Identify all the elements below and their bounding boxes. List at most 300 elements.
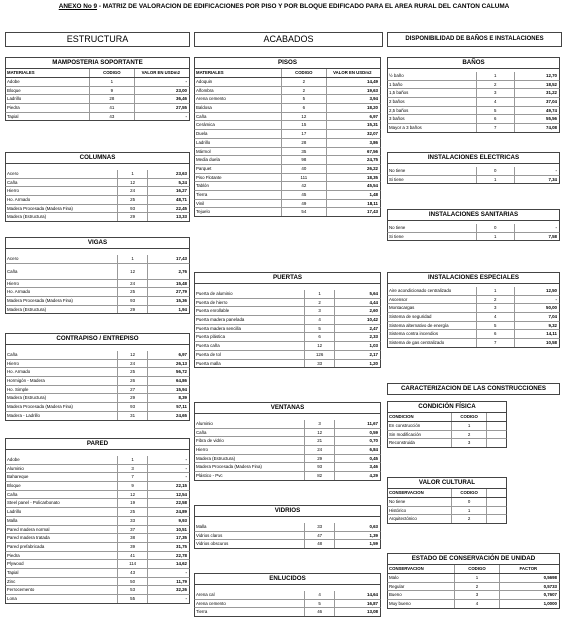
material-cell: Sin modificación (388, 431, 452, 439)
material-cell: Si tiene (388, 233, 477, 241)
material-cell: Piedra (6, 104, 90, 112)
table-row (5, 360, 190, 369)
material-cell: En construcción (388, 422, 452, 430)
code-cell: 5 (477, 107, 515, 115)
table-row (5, 196, 190, 205)
value-cell: 3,46 (369, 464, 378, 470)
value-cell: 18,20 (367, 105, 378, 111)
section-pared (5, 438, 190, 604)
code-cell: 50 (118, 578, 149, 586)
table-row (5, 394, 190, 403)
code-cell: 9 (118, 482, 149, 490)
table-row (5, 377, 190, 386)
code-cell: 40 (282, 165, 327, 173)
enlucidos-title: ENLUCIDOS (194, 573, 381, 585)
value-cell: 22,45 (176, 205, 187, 211)
code-cell: 24 (118, 360, 149, 368)
table-row (387, 287, 560, 296)
code-cell: 29 (305, 455, 336, 463)
pisos-header-cell: MATERIALES (195, 69, 282, 77)
material-cell: No tiene (388, 498, 452, 506)
material-cell: Madera (Estructura) (6, 213, 118, 221)
table-row (387, 176, 560, 185)
section-condicion-fisica (387, 401, 507, 448)
table-row (387, 224, 560, 233)
code-cell: 25 (118, 196, 149, 204)
material-cell: Caña (6, 179, 118, 187)
code-cell: 12 (118, 179, 149, 187)
table-row (194, 148, 381, 157)
value-cell: 7,34 (548, 176, 557, 182)
column-header-disponibilidad: DISPONIBILIDAD DE BAÑOS E INSTALACIONES (387, 32, 562, 47)
value-cell: 31,22 (546, 90, 557, 96)
table-row (387, 233, 560, 242)
value-cell: 45,54 (367, 183, 378, 189)
value-cell (487, 507, 506, 515)
code-cell: 4 (455, 600, 499, 608)
code-cell: 114 (118, 560, 149, 568)
table-row (5, 255, 190, 264)
material-cell: Muy bueno (388, 600, 455, 608)
value-cell: 8,39 (178, 395, 187, 401)
code-cell: 43 (118, 569, 149, 577)
material-cell: Tapial (6, 569, 118, 577)
code-cell: 1 (90, 78, 135, 86)
value-cell: 5,24 (178, 179, 187, 185)
section-electricas (387, 152, 560, 184)
code-cell: 0 (452, 498, 487, 506)
table-row (387, 167, 560, 176)
table-row (194, 351, 381, 360)
material-cell: Piedra (6, 552, 118, 560)
code-cell: 12 (118, 491, 149, 499)
material-cell: 2,5 baños (388, 107, 477, 115)
code-cell: 41 (118, 552, 149, 560)
value-cell: 16,27 (176, 188, 187, 194)
table-row (5, 87, 190, 96)
value-cell: 17,43 (176, 256, 187, 261)
material-cell: Pared madera tratada (6, 534, 118, 542)
value-cell: 1,03 (369, 343, 378, 349)
code-cell: 4 (477, 313, 515, 321)
code-cell: 6 (477, 115, 515, 123)
section-pisos (194, 57, 381, 217)
value-cell: 15,36 (176, 298, 187, 304)
fisica-header-cell: CONDICION (388, 413, 452, 421)
code-cell: 37 (118, 526, 149, 534)
value-cell: 14,64 (367, 592, 378, 597)
value-cell: 22,78 (176, 552, 187, 558)
value-cell: 4,44 (369, 299, 378, 305)
value-cell: 2,60 (369, 308, 378, 314)
value-cell: 24,65 (176, 412, 187, 418)
value-cell: 22,15 (176, 483, 187, 489)
material-cell: Aluminio (195, 420, 305, 428)
table-row (387, 583, 560, 592)
code-cell: 93 (118, 205, 149, 213)
table-row (194, 87, 381, 96)
value-cell: 2,17 (369, 351, 378, 357)
value-cell (487, 515, 506, 523)
table-row (5, 297, 190, 306)
table-row (5, 351, 190, 360)
value-cell: - (555, 296, 557, 302)
value-cell: 10,58 (546, 340, 557, 346)
value-cell: 56,72 (176, 369, 187, 375)
table-row (5, 187, 190, 196)
section-vigas (5, 237, 190, 314)
value-cell: 55,56 (546, 116, 557, 122)
value-cell: 12,54 (176, 491, 187, 497)
code-cell: 33 (305, 523, 336, 531)
table-row (194, 191, 381, 200)
value-cell: 15,31 (367, 122, 378, 128)
table-row (387, 98, 560, 107)
cultural-header-cell: CONSERVACION (388, 489, 452, 497)
code-cell: 3 (118, 465, 149, 473)
material-cell: Aluminio (6, 465, 118, 473)
code-cell: 5 (305, 600, 336, 608)
material-cell: Vidrios obscuros (195, 540, 305, 548)
value-cell: - (185, 596, 187, 601)
section-contrapiso (5, 333, 190, 421)
value-cell: 15,94 (176, 386, 187, 392)
mamposteria-header-row (5, 69, 190, 78)
material-cell: Plywood (6, 560, 118, 568)
material-cell: Arena cemento (195, 600, 305, 608)
code-cell: 41 (90, 104, 135, 112)
ventanas-title: VENTANAS (194, 402, 381, 414)
code-cell: 12 (282, 113, 327, 121)
table-row (194, 139, 381, 148)
value-cell: 7,04 (548, 314, 557, 320)
code-cell: 26 (118, 377, 149, 385)
code-cell: 9 (90, 87, 135, 95)
value-cell: 67,56 (367, 148, 378, 154)
material-cell: Arquitectónico (388, 515, 452, 523)
code-cell: 42 (282, 182, 327, 190)
table-row (5, 205, 190, 214)
code-cell: 2 (477, 296, 515, 304)
table-row (5, 534, 190, 543)
value-cell: 19,63 (367, 87, 378, 93)
material-cell: Madera (Estructura) (195, 455, 305, 463)
mamposteria-header-cell: MATERIALES (6, 69, 90, 77)
material-cell: 3 baños (388, 115, 477, 123)
code-cell: 1 (477, 72, 515, 80)
table-row (387, 591, 560, 600)
table-row (194, 523, 381, 532)
material-cell: Baldosa (195, 104, 282, 112)
table-row (194, 591, 381, 600)
value-cell: 0,45 (369, 455, 378, 461)
value-cell: - (185, 465, 187, 471)
code-cell: 5 (305, 325, 336, 333)
value-cell: 1,59 (369, 541, 378, 547)
material-cell: Parquet (195, 165, 282, 173)
value-cell (487, 439, 506, 447)
code-cell: 46 (305, 608, 336, 616)
code-cell: 28 (90, 95, 135, 103)
table-row (5, 499, 190, 508)
material-cell: Acero (6, 255, 118, 263)
table-row (387, 107, 560, 116)
code-cell: 47 (305, 532, 336, 540)
table-row (194, 121, 381, 130)
value-cell: 10,42 (367, 317, 378, 323)
table-row (5, 595, 190, 604)
code-cell: 2 (452, 431, 487, 439)
material-cell: Acero (6, 170, 118, 178)
mamposteria-header-cell: CODIGO (90, 69, 135, 77)
vidrios-title: VIDRIOS (194, 505, 381, 517)
value-cell: 17,35 (176, 535, 187, 541)
material-cell: Ascensor (388, 296, 477, 304)
code-cell: 0 (477, 224, 515, 232)
value-cell: 3,86 (369, 139, 378, 145)
material-cell: Aire acondicionado centralizado (388, 287, 477, 295)
code-cell: 111 (282, 174, 327, 182)
value-cell: 2,33 (369, 334, 378, 340)
material-cell: Sistema de seguridad (388, 313, 477, 321)
table-row (5, 412, 190, 421)
code-cell: 7 (477, 339, 515, 347)
value-cell: 4,29 (369, 473, 378, 479)
value-cell: 5,64 (369, 291, 378, 296)
value-cell: 14,11 (546, 331, 557, 337)
material-cell: Steel panel - Policarbonato (6, 499, 118, 507)
value-cell: 9,32 (548, 322, 557, 328)
pisos-header-cell: CODIGO (282, 69, 327, 77)
material-cell: Madera Procesada (Madera Fina) (6, 403, 118, 411)
material-cell: Ladrillo (6, 95, 90, 103)
table-row (194, 600, 381, 609)
material-cell: Puerta madera sencilla (195, 325, 305, 333)
table-row (194, 200, 381, 209)
code-cell: 48 (305, 540, 336, 548)
material-cell: Puerta caña (195, 342, 305, 350)
code-cell: 55 (118, 595, 149, 603)
material-cell: Hierro (6, 187, 118, 195)
material-cell: Puerta malla (195, 360, 305, 368)
table-row (194, 333, 381, 342)
code-cell: 98 (282, 156, 327, 164)
code-cell: 19 (118, 499, 149, 507)
table-row (5, 552, 190, 561)
value-cell: 0,5733 (543, 583, 557, 589)
cultural-header-cell (487, 489, 506, 497)
value-cell: 24,75 (367, 157, 378, 163)
table-row (194, 540, 381, 549)
value-cell: - (185, 79, 187, 84)
table-row (387, 600, 560, 609)
material-cell: Hierro (6, 280, 118, 288)
value-cell: 74,08 (546, 125, 557, 131)
code-cell: 24 (305, 446, 336, 454)
cultural-title: VALOR CULTURAL (387, 477, 507, 489)
value-cell: 3,94 (369, 96, 378, 102)
code-cell: 12 (118, 264, 149, 279)
section-columnas (5, 152, 190, 222)
value-cell: 24,89 (176, 509, 187, 515)
material-cell: Bahareque (6, 473, 118, 481)
code-cell: 29 (118, 306, 149, 314)
value-cell: 14,62 (176, 561, 187, 567)
section-sanitarias (387, 209, 560, 241)
code-cell: 2 (305, 299, 336, 307)
table-row (5, 113, 190, 122)
cultural-header-row (387, 489, 507, 498)
material-cell: Regular (388, 583, 455, 591)
code-cell: 3 (305, 307, 336, 315)
table-row (194, 113, 381, 122)
material-cell: Tierra (195, 191, 282, 199)
material-cell: Madera (Estructura) (6, 394, 118, 402)
table-row (194, 290, 381, 299)
table-row (194, 455, 381, 464)
estado-header-row (387, 565, 560, 574)
code-cell: 29 (118, 394, 149, 402)
material-cell: Reconstruida (388, 439, 452, 447)
value-cell: 22,58 (176, 500, 187, 506)
material-cell: Si tiene (388, 176, 477, 184)
material-cell: Pared prefabricada (6, 543, 118, 551)
title-annex-number: ANEXO No 9 (58, 3, 98, 10)
material-cell: Adobe (6, 456, 118, 464)
table-row (194, 437, 381, 446)
value-cell: - (185, 474, 187, 480)
table-row (194, 472, 381, 481)
table-row (387, 439, 507, 448)
caracterizacion-title: CARACTERIZACION DE LAS CONSTRUCCIONES (387, 383, 560, 395)
code-cell: 28 (282, 139, 327, 147)
code-cell: 45 (282, 191, 327, 199)
code-cell: 43 (90, 113, 135, 121)
value-cell: - (185, 113, 187, 119)
material-cell: Pared madera normal (6, 526, 118, 534)
material-cell: Adobe (6, 78, 90, 86)
material-cell: Puerta de tol (195, 351, 305, 359)
material-cell: Vinil (195, 200, 282, 208)
code-cell: 3 (455, 591, 499, 599)
code-cell: 2 (477, 81, 515, 89)
code-cell: 93 (118, 403, 149, 411)
code-cell: 3 (452, 439, 487, 447)
table-row (5, 280, 190, 289)
material-cell: Piso Flotante (195, 174, 282, 182)
table-row (194, 182, 381, 191)
table-row (5, 517, 190, 526)
value-cell: 1,20 (369, 360, 378, 366)
value-cell: 13,08 (367, 609, 378, 615)
fisica-header-cell: CODIGO (452, 413, 487, 421)
value-cell: 18,11 (367, 200, 378, 206)
code-cell: 4 (305, 591, 336, 599)
material-cell: Caña (195, 113, 282, 121)
table-row (194, 299, 381, 308)
value-cell: 26,13 (176, 360, 187, 366)
table-row (387, 115, 560, 124)
value-cell: 11,67 (367, 421, 378, 426)
table-row (5, 306, 190, 315)
table-row (5, 586, 190, 595)
table-row (5, 456, 190, 465)
value-cell: 1,48 (369, 191, 378, 197)
value-cell: 9,93 (178, 517, 187, 523)
table-row (5, 288, 190, 297)
cultural-header-cell: CODIGO (452, 489, 487, 497)
table-row (5, 78, 190, 87)
value-cell: - (185, 457, 187, 462)
material-cell: Alfombra (195, 87, 282, 95)
value-cell: 31,75 (176, 543, 187, 549)
pisos-header-cell: VALOR EN USDm2 (333, 70, 372, 75)
material-cell: Madera - Ladrillo (6, 412, 118, 420)
table-row (194, 78, 381, 87)
value-cell: 2,47 (369, 325, 378, 331)
material-cell: Sistema contra incendios (388, 330, 477, 338)
code-cell: 49 (282, 200, 327, 208)
code-cell: 7 (477, 124, 515, 132)
code-cell: 2 (282, 78, 327, 86)
material-cell: Histórico (388, 507, 452, 515)
code-cell: 24 (118, 187, 149, 195)
material-cell: Caña (6, 351, 118, 359)
value-cell: 6,97 (369, 113, 378, 119)
code-cell: 2 (452, 515, 487, 523)
column-header-acabados: ACABADOS (194, 32, 383, 47)
document-title (0, 3, 568, 10)
material-cell: Puerta de aluminio (195, 290, 305, 298)
code-cell: 1 (477, 233, 515, 241)
table-row (194, 325, 381, 334)
material-cell: Duela (195, 130, 282, 138)
section-enlucidos (194, 573, 381, 617)
table-row (387, 89, 560, 98)
value-cell: 64,86 (176, 378, 187, 384)
material-cell: Madera Procesada (Madera Fina) (6, 205, 118, 213)
table-row (194, 104, 381, 113)
code-cell: 2 (455, 583, 499, 591)
table-row (5, 213, 190, 222)
material-cell: Ho. Armado (6, 368, 118, 376)
table-row (387, 431, 507, 440)
table-row (5, 386, 190, 395)
material-cell: Ladrillo (195, 139, 282, 147)
code-cell: 25 (118, 288, 149, 296)
table-row (387, 339, 560, 348)
value-cell: 12,70 (546, 73, 557, 78)
table-row (387, 498, 507, 507)
material-cell: Ho. Armado (6, 288, 118, 296)
column-header-estructura: ESTRUCTURA (5, 32, 190, 47)
material-cell: Puerta madera panelada (195, 316, 305, 324)
value-cell: 0,63 (369, 524, 378, 529)
value-cell: 6,97 (178, 352, 187, 357)
columnas-title: COLUMNAS (5, 152, 190, 164)
code-cell: 4 (305, 316, 336, 324)
material-cell: 1,5 baños (388, 89, 477, 97)
material-cell: Malla (6, 517, 118, 525)
vigas-title: VIGAS (5, 237, 190, 249)
value-cell: - (555, 168, 557, 173)
table-row (5, 95, 190, 104)
value-cell: 13,33 (176, 214, 187, 220)
material-cell: No tiene (388, 167, 477, 175)
material-cell: Ho. Armado (6, 196, 118, 204)
code-cell: 25 (118, 368, 149, 376)
value-cell (487, 498, 506, 506)
